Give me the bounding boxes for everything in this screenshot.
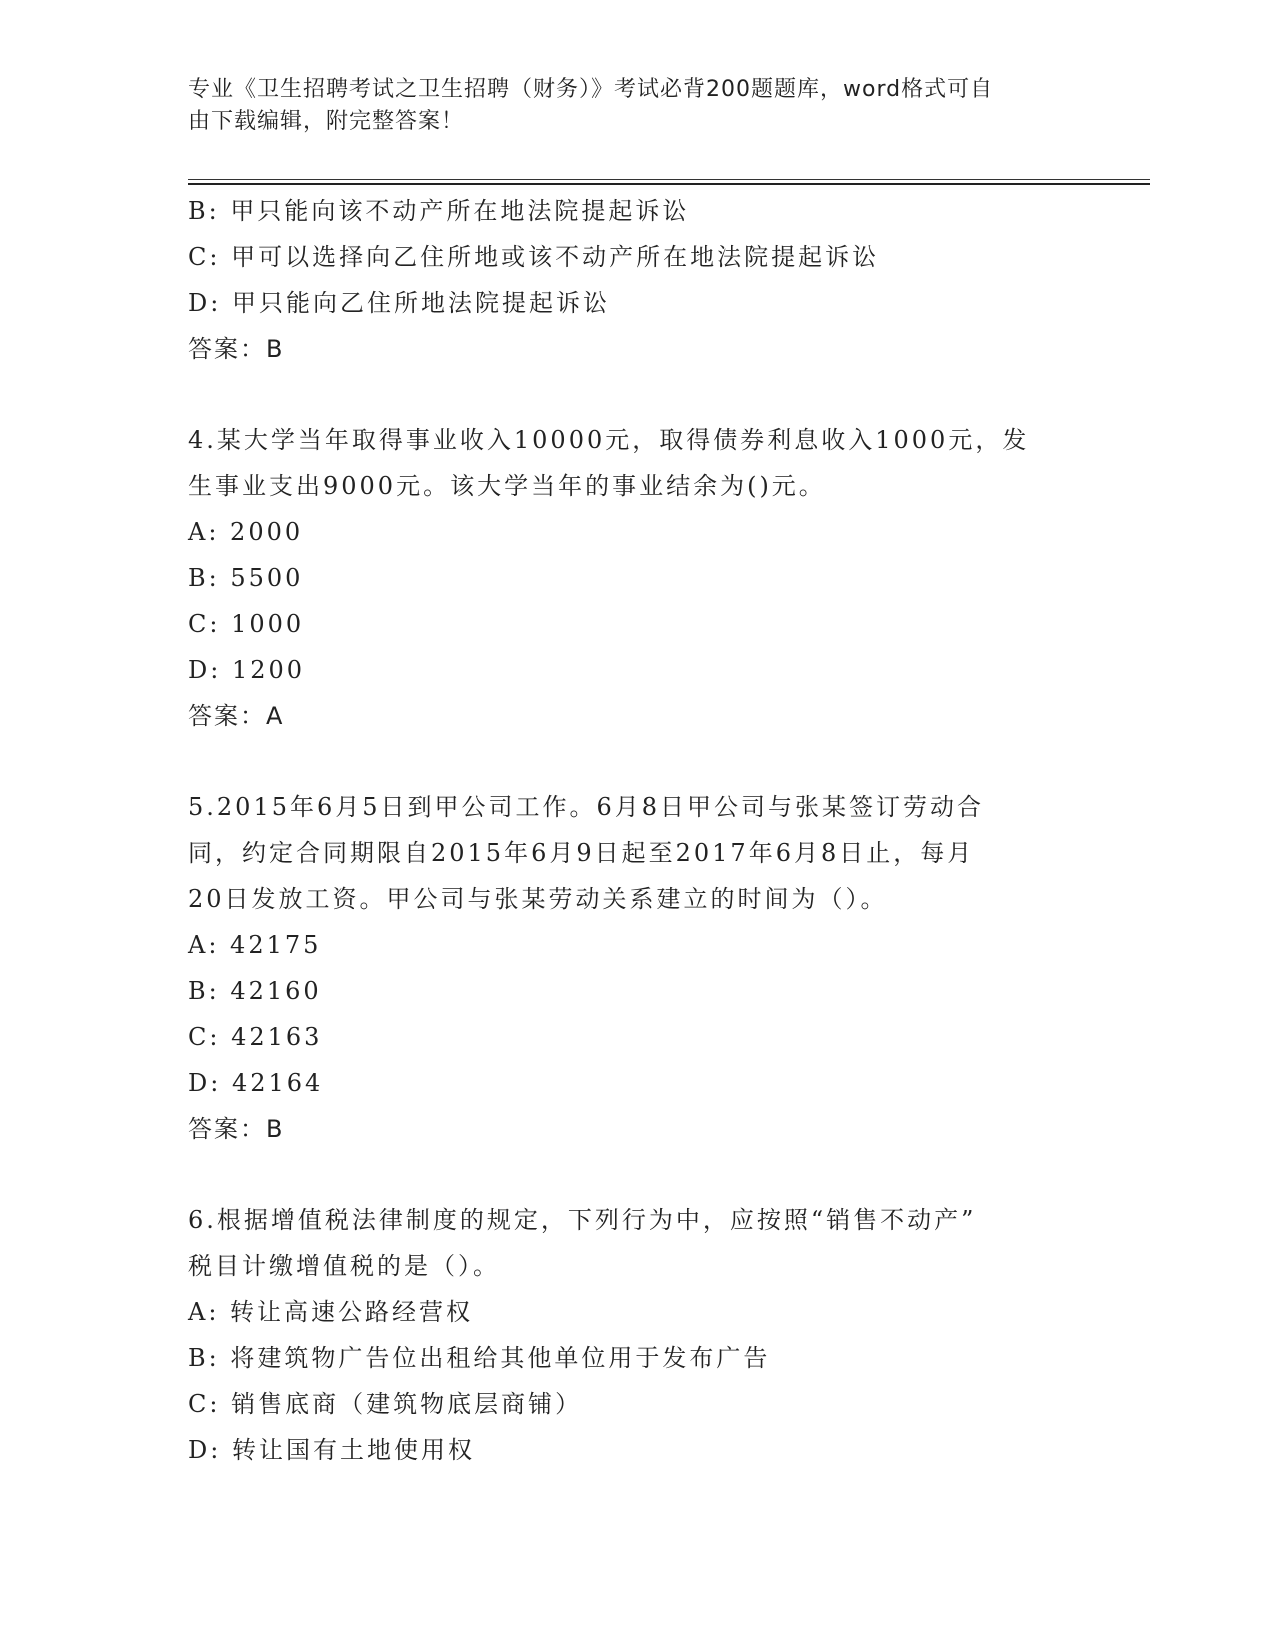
question-6 <box>188 1197 1088 1473</box>
option-c: C: 42163 <box>188 1023 323 1051</box>
document-header <box>188 74 1068 138</box>
question-stem-line: 税目计缴增值税的是（）。 <box>188 1252 500 1280</box>
answer-line: 答案：B <box>188 1115 285 1143</box>
option-a: A: 2000 <box>188 518 304 546</box>
option-d: D: 42164 <box>188 1069 324 1097</box>
option-d: D: 1200 <box>188 656 306 684</box>
question-stem-line: 20日发放工资。甲公司与张某劳动关系建立的时间为（）。 <box>188 885 888 913</box>
option-d: D: 甲只能向乙住所地法院提起诉讼 <box>188 289 610 317</box>
question-stem-line: 生事业支出9000元。该大学当年的事业结余为()元。 <box>188 472 826 500</box>
header-rule-thick <box>188 183 1150 185</box>
option-c: C: 甲可以选择向乙住所地或该不动产所在地法院提起诉讼 <box>188 243 880 271</box>
header-title-line-1: 专业《卫生招聘考试之卫生招聘（财务）》考试必背200题题库，word格式可自 <box>188 77 994 102</box>
option-a: A: 转让高速公路经营权 <box>188 1298 474 1326</box>
question-3-tail <box>188 188 1088 372</box>
question-list <box>188 188 1088 1473</box>
question-stem-line: 6.根据增值税法律制度的规定，下列行为中，应按照“销售不动产” <box>188 1206 977 1234</box>
answer-line: 答案：B <box>188 335 285 363</box>
question-stem-line: 5.2015年6月5日到甲公司工作。6月8日甲公司与张某签订劳动合 <box>188 793 985 821</box>
question-5 <box>188 784 1088 1152</box>
question-stem-line: 4.某大学当年取得事业收入10000元，取得债券利息收入1000元，发 <box>188 426 1030 454</box>
spacer <box>188 739 1088 784</box>
option-c: C: 1000 <box>188 610 305 638</box>
header-rule-thin <box>188 179 1150 180</box>
header-title-line-2: 由下载编辑，附完整答案！ <box>188 109 465 134</box>
spacer <box>188 372 1088 417</box>
option-c: C: 销售底商（建筑物底层商铺） <box>188 1390 583 1418</box>
option-d: D: 转让国有土地使用权 <box>188 1436 475 1464</box>
option-b: B: 甲只能向该不动产所在地法院提起诉讼 <box>188 197 690 225</box>
option-b: B: 5500 <box>188 564 304 592</box>
spacer <box>188 1152 1088 1197</box>
answer-line: 答案：A <box>188 702 285 730</box>
option-b: B: 将建筑物广告位出租给其他单位用于发布广告 <box>188 1344 771 1372</box>
question-stem-line: 同，约定合同期限自2015年6月9日起至2017年6月8日止，每月 <box>188 839 975 867</box>
option-b: B: 42160 <box>188 977 322 1005</box>
question-4 <box>188 417 1088 739</box>
option-a: A: 42175 <box>188 931 322 959</box>
